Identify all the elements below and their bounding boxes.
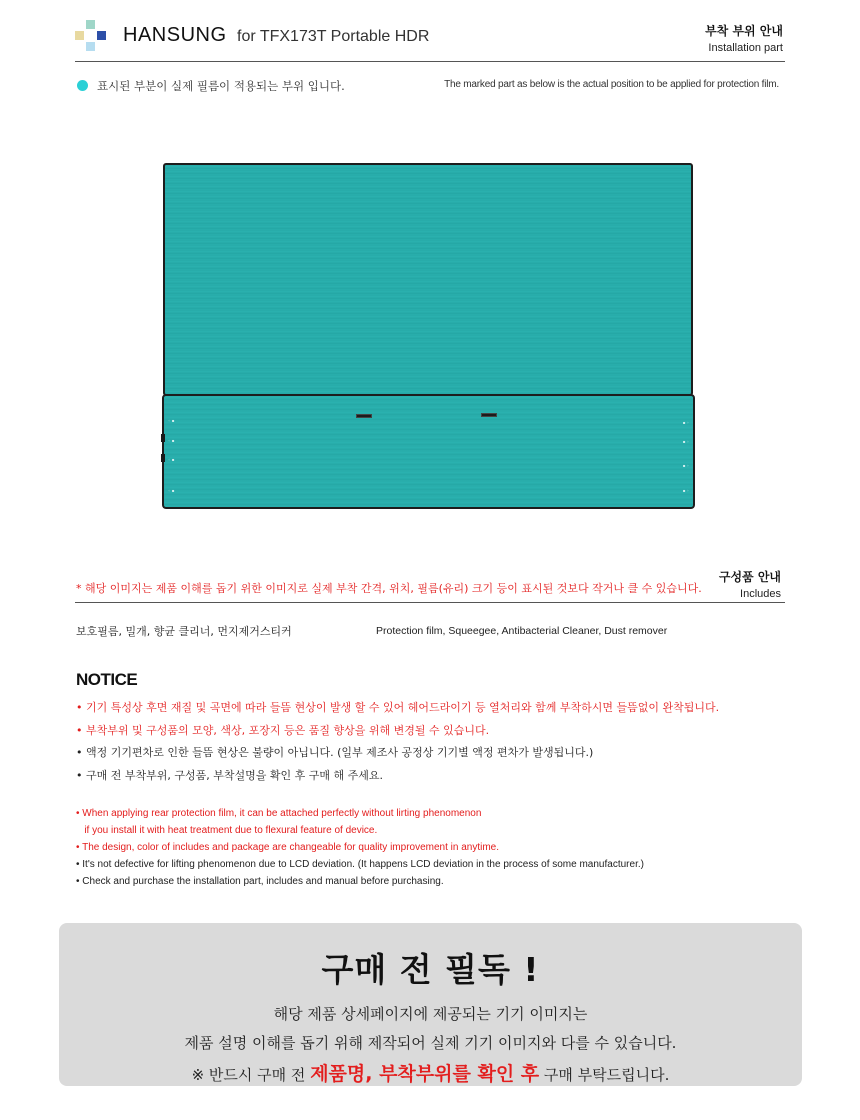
notice-item-ko: • 기기 특성상 후면 재질 및 곡면에 따라 들뜸 현상이 발생 할 수 있어 헤어드라이기 등 열처리와 함께 부착하시면 들뜸없이 완착됩니다. xyxy=(76,701,720,714)
notice-item-en: if you install it with heat treatment due to flexural feature of device. xyxy=(76,825,378,836)
must-read-line-2: 제품 설명 이해를 돕기 위해 제작되어 실제 기기 이미지와 다를 수 있습니다. xyxy=(184,1034,677,1052)
includes-title-ko: 구성품 안내 xyxy=(718,570,781,584)
must-read-box xyxy=(59,923,802,1086)
device-base-film-area xyxy=(162,394,695,509)
must-read-suffix: 구매 부탁드립니다. xyxy=(539,1066,670,1084)
must-read-line-1: 해당 제품 상세페이지에 제공되는 기기 이미지는 xyxy=(273,1005,588,1023)
marker-dot-icon xyxy=(77,80,88,91)
must-read-title: 구매 전 필독 ! xyxy=(321,950,540,989)
brand-name: HANSUNG xyxy=(123,24,227,46)
brand-logo xyxy=(75,20,107,50)
page-header xyxy=(75,18,785,62)
marked-note-en: The marked part as below is the actual position to be applied for protection film. xyxy=(444,79,779,90)
section-title-ko: 부착 부위 안내 xyxy=(705,24,783,38)
includes-list-ko: 보호필름, 밀개, 향균 클리너, 먼지제거스티커 xyxy=(76,625,292,638)
notice-item-en: • When applying rear protection film, it can be attached perfectly without lirting phenomenon xyxy=(76,808,482,819)
must-read-emphasis: 제품명, 부착부위를 확인 후 xyxy=(310,1063,540,1085)
section-title-en: Installation part xyxy=(708,42,783,54)
right-mark-icon: ▪ ◦ xyxy=(682,439,689,444)
notice-title: NOTICE xyxy=(76,670,138,689)
notice-item-en: • The design, color of includes and package are changeable for quality improvement in anytime. xyxy=(76,842,500,853)
must-read-line-3 xyxy=(59,1059,802,1086)
left-mark-icon: ◦ ▪ xyxy=(168,457,175,462)
right-mark-icon: ▪ ◦ xyxy=(682,488,689,493)
includes-divider xyxy=(75,602,785,603)
left-mark-icon: ◦ ▪ xyxy=(168,418,175,423)
notice-list-ko xyxy=(76,697,796,787)
header-divider xyxy=(75,61,785,62)
model-name: for TFX173T Portable HDR xyxy=(237,28,430,45)
includes-heading xyxy=(719,568,781,600)
notice-item-en: • Check and purchase the installation part, includes and manual before purchasing. xyxy=(76,876,444,887)
notice-item-ko: • 부착부위 및 구성품의 모양, 색상, 포장지 등은 품질 향상을 위해 변경될 수 있습니다. xyxy=(76,723,490,737)
left-mark-icon: ◦ ▪ xyxy=(168,488,175,493)
notice-item-ko: • 구매 전 부착부위, 구성품, 부착설명을 확인 후 구매 해 주세요. xyxy=(76,768,383,782)
includes-list-en: Protection film, Squeegee, Antibacterial Cleaner, Dust remover xyxy=(376,625,668,637)
port-slot-icon xyxy=(481,413,497,417)
notice-list-en xyxy=(76,805,796,890)
notice-item-en: • It's not defective for lifting phenomenon due to LCD deviation. (It happens LCD deviation in the process of some manufacturer.) xyxy=(76,859,644,870)
section-heading xyxy=(705,22,783,54)
side-button-icon xyxy=(161,434,165,442)
port-slot-icon xyxy=(356,414,372,418)
marked-note-ko: 표시된 부분이 실제 필름이 적용되는 부위 입니다. xyxy=(97,79,345,93)
includes-title-en: Includes xyxy=(740,588,781,600)
marked-note xyxy=(75,78,785,96)
left-mark-icon: ◦ ▪ xyxy=(168,438,175,443)
image-disclaimer: * 해당 이미지는 제품 이해를 돕기 위한 이미지로 실제 부착 간격, 위치, 필름(유리) 크기 등이 표시된 것보다 작거나 클 수 있습니다. xyxy=(76,582,702,595)
side-button-icon xyxy=(161,454,165,462)
device-screen-film-area xyxy=(163,163,693,396)
must-read-prefix: ※ 반드시 구매 전 xyxy=(191,1066,311,1084)
notice-item-ko: • 액정 기기편차로 인한 들뜸 현상은 불량이 아닙니다. (일부 제조사 공정상 기기별 액정 편차가 발생됩니다.) xyxy=(76,746,594,759)
right-mark-icon: ▪ ◦ xyxy=(682,463,689,468)
right-mark-icon: ▪ ◦ xyxy=(682,420,689,425)
